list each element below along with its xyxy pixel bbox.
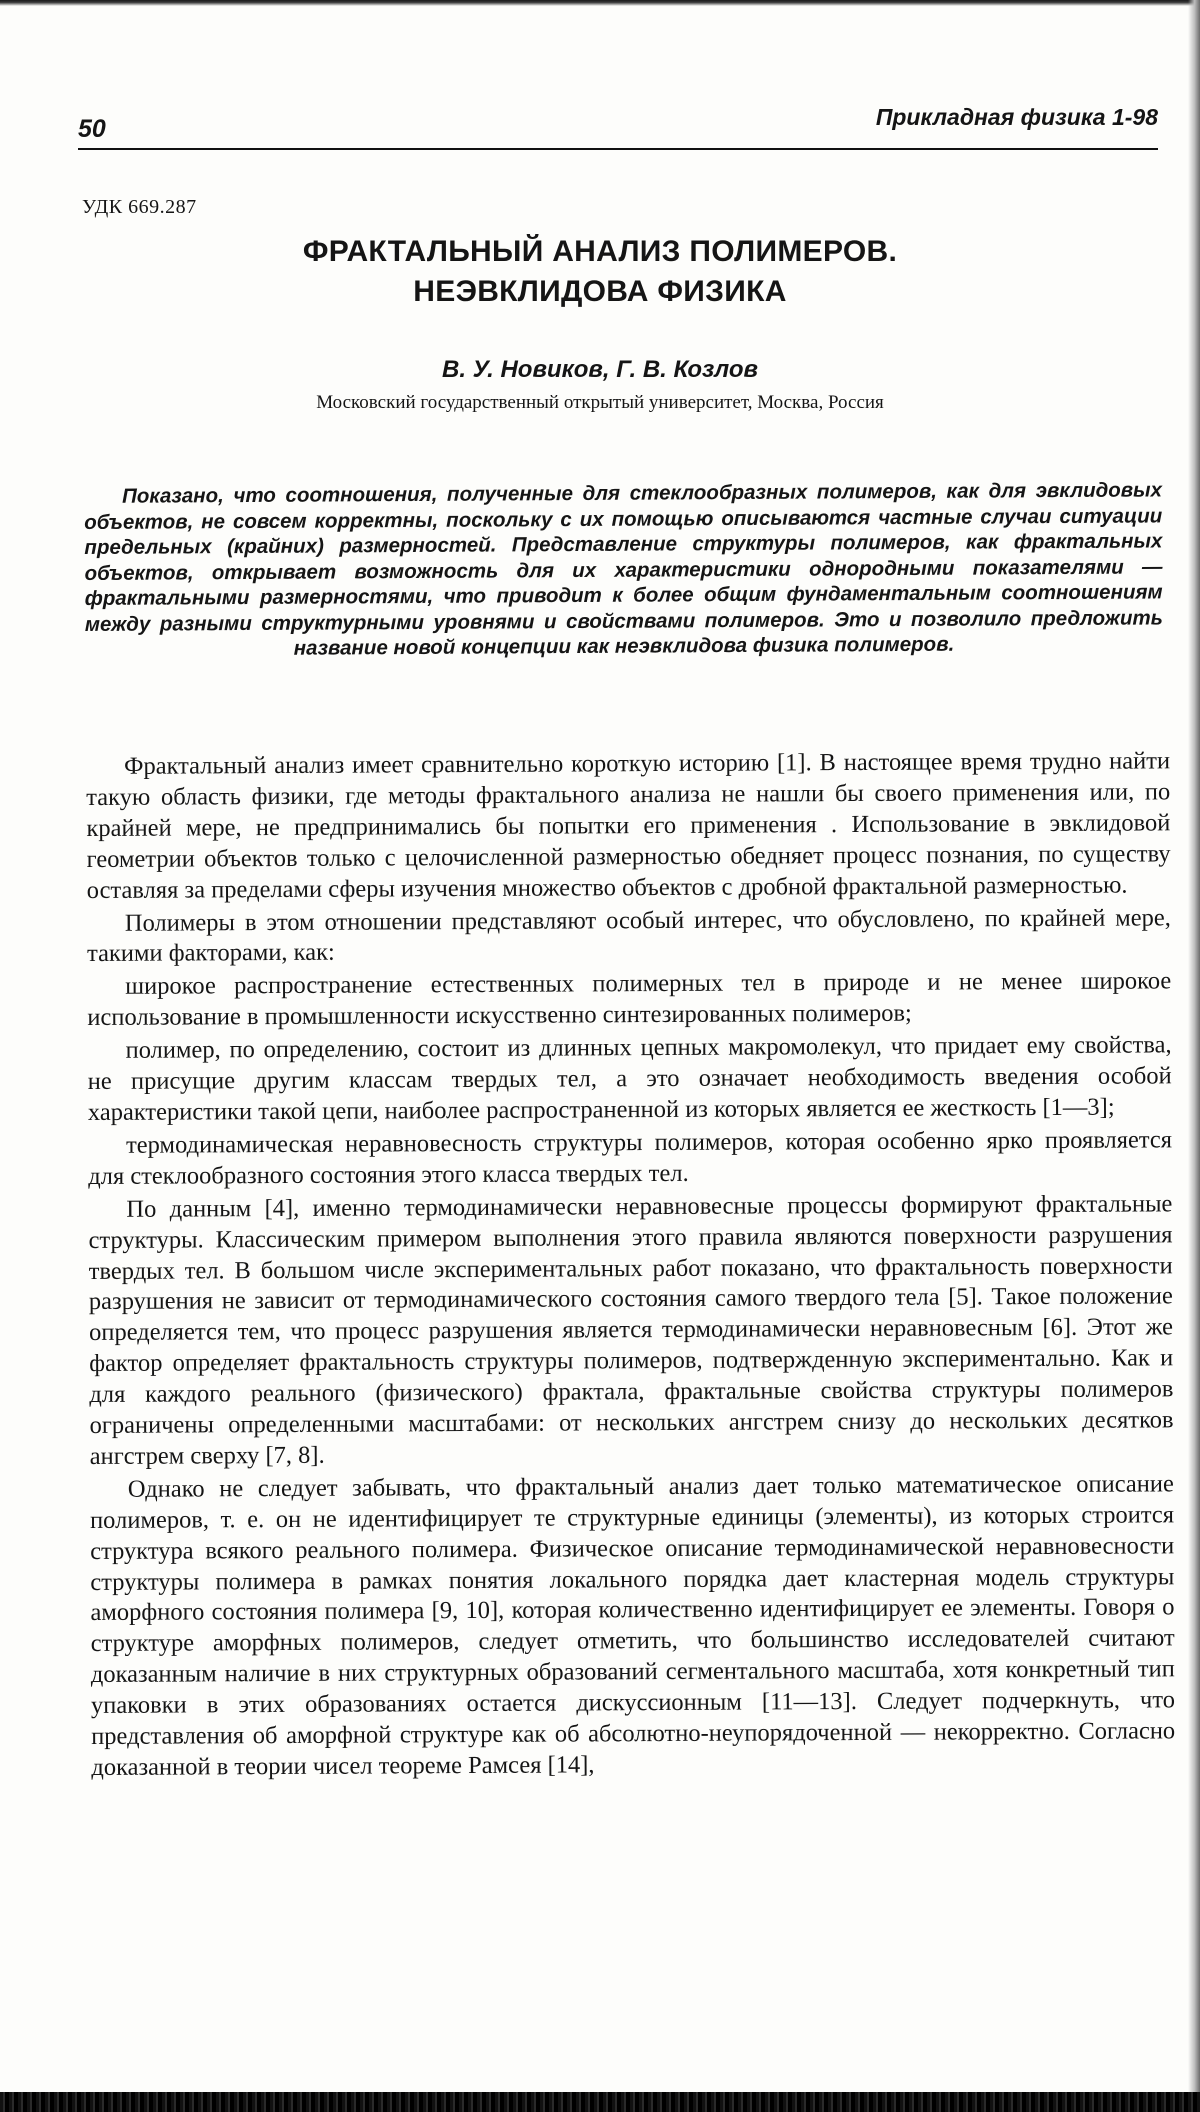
- article-body: [86, 746, 1175, 1786]
- journal-title: Прикладная физика 1-98: [875, 104, 1158, 130]
- scan-edge-top: [0, 0, 1200, 6]
- scan-edge-bottom: [0, 2092, 1200, 2112]
- abstract-text: Показано, что соотношения, полученные для стеклообразных полимеров, как для эвклидовых объектов, не совсем корректны, поскольку с их помощью описываются частные случаи ситуации предельных (крайних) размерностей. Представление структуры полимеров, как фрактальных объектов, открывает возможность для их характеристики однородными показателями — фрактальными размерностями, что приводит к более общим фундаментальным соотношениям между разными структурными уровнями и свойствами полимеров. Это и позволило предложить название новой концепции как неэвклидова физика полимеров.: [84, 478, 1163, 660]
- body-paragraph: полимер, по определению, состоит из длинных цепных макромолекул, что придает ему свойства, не присущие другим классам твердых тел, а это означает необходимость введения особой характеристики такой цепи, наиболее распространенной из которых является ее жесткость [1—3];: [87, 1031, 1172, 1126]
- authors: В. У. Новиков, Г. В. Козлов: [442, 356, 758, 383]
- title-line-1: ФРАКТАЛЬНЫЙ АНАЛИЗ ПОЛИМЕРОВ.: [302, 235, 898, 268]
- article-title: [150, 232, 1050, 312]
- body-paragraph: широкое распространение естественных полимерных тел в природе и не менее широкое использование в промышленности искусственно синтезированных полимеров;: [87, 967, 1172, 1032]
- body-paragraph: термодинамическая неравновесность структуры полимеров, которая особенно ярко проявляется для стеклообразного состояния этого класса твердых тел.: [88, 1126, 1173, 1190]
- body-paragraph: Фрактальный анализ имеет сравнительно короткую историю [1]. В настоящее время трудно найти такую область физики, где методы фрактального анализа не нашли бы своего применения или, по крайней мере, не предпринимались бы попытки его применения . Использование в эвклидовой геометрии объектов только с целочисленной размерностью обедняет процесс познания, по существу оставляя за пределами сферы изучения множество объектов с дробной фрактальной размерностью.: [86, 747, 1171, 904]
- running-header: [78, 104, 1158, 150]
- title-line-2: НЕЭВКЛИДОВА ФИЗИКА: [413, 275, 787, 308]
- body-paragraph: Однако не следует забывать, что фрактальный анализ дает только математическое описание полимеров, т. е. он не идентифицирует те структурные единицы (элементы), из которых строится структура всякого реального полимера. Физическое описание термодинамической неравновесности структуры полимера в рамках понятия локального порядка дает кластерная модель структуры аморфного состояния полимера [9, 10], которая количественно идентифицирует ее элементы. Говоря о структуре аморфных полимеров, следует отметить, что большинство исследователей считают доказанным наличие в них структурных образований сегментального масштаба, хотя конкретный тип упаковки в этих образованиях остается дискуссионным [11—13]. Следует подчеркнуть, что представления об аморфной структуре как об абсолютно-неупорядоченной — некорректно. Согласно доказанной в теории чисел теореме Рамсея [14],: [89, 1470, 1176, 1781]
- udk-code: УДК 669.287: [82, 196, 197, 218]
- page-number: 50: [78, 115, 106, 143]
- body-paragraph: По данным [4], именно термодинамически неравновесные процессы формируют фрактальные структуры. Классическим примером выполнения этого правила являются поверхности разрушения твердых тел. В большом числе экспериментальных работ показано, что фрактальность поверхности разрушения не зависит от термодинамического состояния самого твердого тела [5]. Такое положение определяется тем, что процесс разрушения является термодинамически неравновесным [6]. Этот же фактор определяет фрактальность структуры полимеров, подтвержденную экспериментально. Как и для каждого реального (физического) фрактала, фрактальные свойства структуры полимеров ограничены определенными масштабами: от нескольких ангстрем снизу до нескольких десятков ангстрем сверху [7, 8].: [88, 1190, 1174, 1470]
- scan-edge-right: [1188, 0, 1200, 2112]
- abstract: [84, 477, 1163, 662]
- affiliation: Московский государственный открытый университет, Москва, Россия: [316, 392, 884, 413]
- body-paragraph: Полимеры в этом отношении представляют особый интерес, что обусловлено, по крайней мере, такими факторами, как:: [86, 903, 1171, 968]
